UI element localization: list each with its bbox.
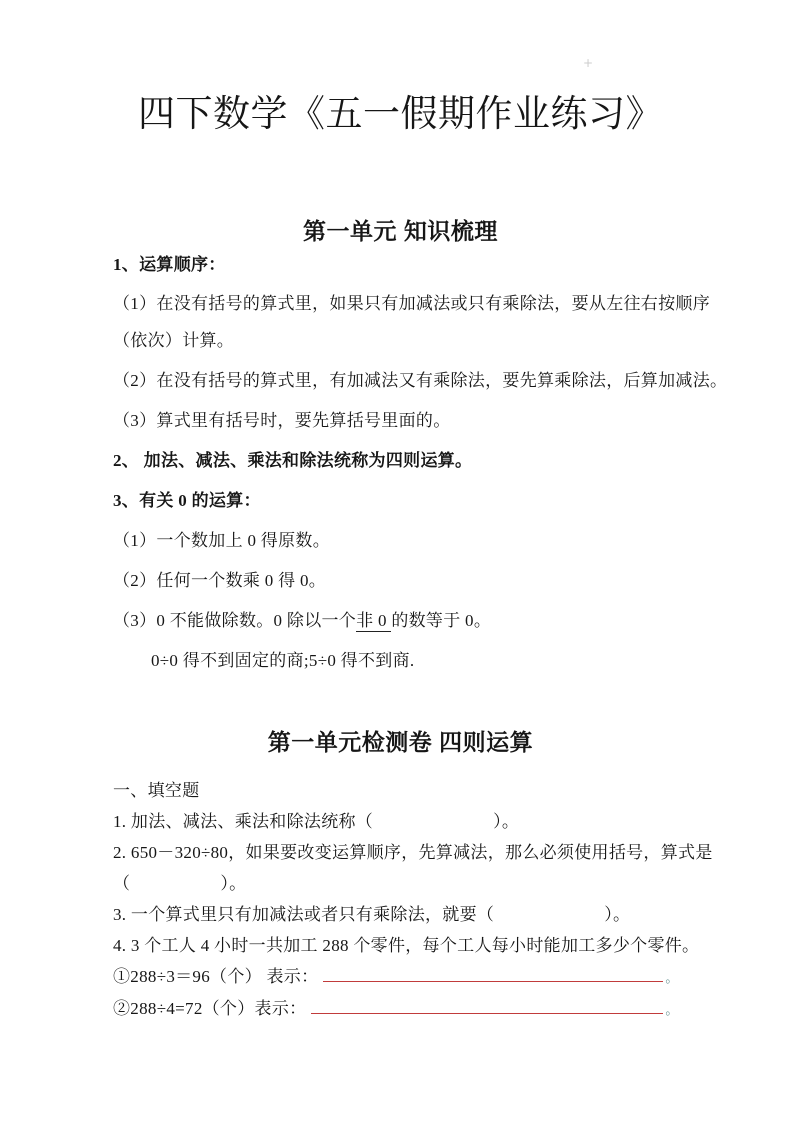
knowledge-rule-2: （2）在没有括号的算式里，有加减法又有乘除法，要先算乘除法，后算加减法。 bbox=[113, 371, 728, 390]
question-4-sub-1-period: 。 bbox=[665, 970, 679, 985]
knowledge-item-1-heading: 1、运算顺序： bbox=[113, 255, 226, 274]
question-3 bbox=[113, 899, 688, 930]
question-2-close: ）。 bbox=[220, 874, 247, 893]
question-4: 4. 3 个工人 4 小时一共加工 288 个零件，每个工人每小时能加工多少个零件。 bbox=[113, 936, 700, 955]
question-4-sub-2-period: 。 bbox=[665, 1002, 679, 1017]
question-2-line-2 bbox=[113, 868, 688, 899]
knowledge-item-2: 2、 加法、减法、乘法和除法统称为四则运算。 bbox=[113, 451, 473, 470]
question-1 bbox=[113, 806, 688, 837]
knowledge-zero-note: 0÷0 得不到固定的商;5÷0 得不到商. bbox=[151, 651, 415, 670]
zero-rule-3-pre: （3）0 不能做除数。0 除以一个 bbox=[113, 611, 357, 630]
knowledge-zero-rule-3 bbox=[113, 602, 688, 639]
question-4-sub-2-label: ②288÷4=72（个）表示： bbox=[113, 999, 307, 1018]
knowledge-rule-1-line-2: （依次）计算。 bbox=[113, 331, 235, 350]
knowledge-zero-rule-2: （2）任何一个数乘 0 得 0。 bbox=[113, 571, 327, 590]
question-3-close: ）。 bbox=[604, 905, 631, 924]
document-title: 四下数学《五一假期作业练习》 bbox=[138, 94, 663, 135]
question-4-sub-2 bbox=[113, 993, 688, 1025]
question-3-text: 3. 一个算式里只有加减法或者只有乘除法，就要（ bbox=[113, 905, 495, 924]
question-2-open-paren: （ bbox=[113, 874, 131, 893]
zero-rule-3-post: 的数等于 0。 bbox=[391, 611, 492, 630]
question-2-line-1: 2. 650－320÷80，如果要改变运算顺序，先算减法，那么必须使用括号，算式是 bbox=[113, 843, 713, 862]
knowledge-rule-1-line-1: （1）在没有括号的算式里，如果只有加减法或只有乘除法，要从左往右按顺序 bbox=[113, 294, 710, 313]
question-1-text: 1. 加法、减法、乘法和除法统称（ bbox=[113, 812, 374, 831]
zero-rule-3-underlined-term: 非 0 bbox=[356, 611, 392, 630]
knowledge-zero-rule-1: （1）一个数加上 0 得原数。 bbox=[113, 531, 330, 550]
question-1-close: ）。 bbox=[493, 812, 520, 831]
question-4-sub-1 bbox=[113, 961, 688, 993]
question-4-sub-2-answer-line bbox=[311, 1013, 663, 1014]
knowledge-rule-3: （3）算式里有括号时，要先算括号里面的。 bbox=[113, 411, 451, 430]
test-part-1-label: 一、填空题 bbox=[113, 781, 200, 800]
knowledge-item-3-heading: 3、有关 0 的运算： bbox=[113, 491, 261, 510]
question-4-sub-1-answer-line bbox=[323, 981, 663, 982]
question-4-sub-1-label: ①288÷3＝96（个） 表示： bbox=[113, 967, 319, 986]
knowledge-section-heading: 第一单元 知识梳理 bbox=[303, 218, 498, 244]
scan-artifact-mark: + bbox=[583, 56, 594, 70]
test-section-heading: 第一单元检测卷 四则运算 bbox=[267, 729, 534, 755]
